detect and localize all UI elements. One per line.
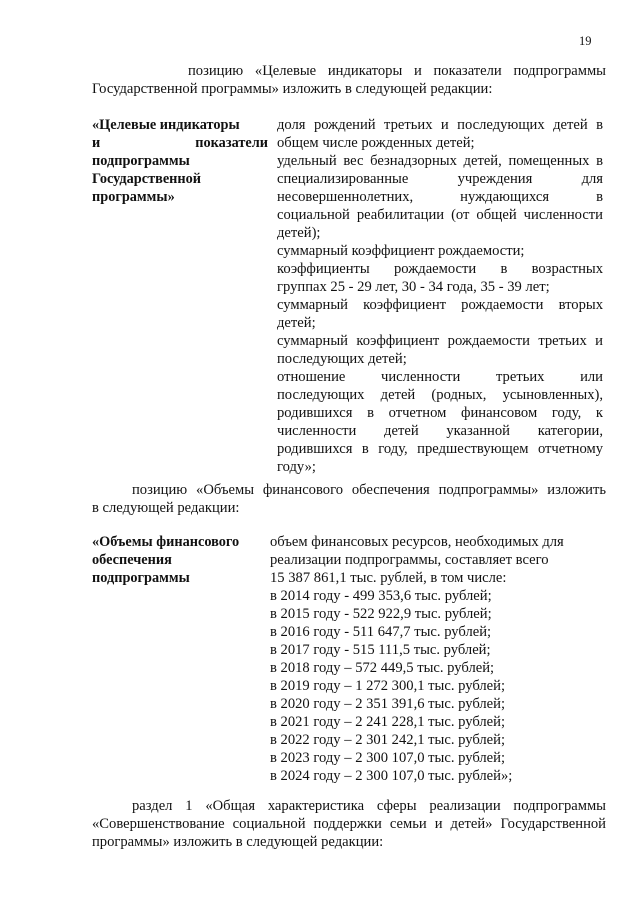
label-line: обеспечения xyxy=(92,552,172,568)
value-line: удельный вес безнадзорных детей, помещенных в xyxy=(277,153,603,169)
text-line: «Совершенствование социальной поддержки семьи и детей» Государственной xyxy=(92,816,606,832)
value-line: отношение численности третьих или xyxy=(277,369,603,385)
financing-volume-value xyxy=(270,533,596,785)
intro-paragraph-1 xyxy=(92,62,606,98)
financing-volume-label xyxy=(92,533,268,587)
value-line: последующих детей; xyxy=(277,351,407,367)
text-line: Государственной программы» изложить в следующей редакции: xyxy=(92,81,493,97)
label-line: программы» xyxy=(92,189,175,205)
value-line: в 2015 году - 522 922,9 тыс. рублей; xyxy=(270,606,492,622)
value-line: в 2021 году – 2 241 228,1 тыс. рублей; xyxy=(270,714,506,730)
value-line: в 2018 году – 572 449,5 тыс. рублей; xyxy=(270,660,495,676)
value-line: родившихся в отчетном финансовом году, к xyxy=(277,405,603,421)
label-line: подпрограммы xyxy=(92,153,190,169)
value-line: доля рождений третьих и последующих детей в xyxy=(277,117,603,133)
label-line: Государственной xyxy=(92,171,202,187)
page-number: 19 xyxy=(579,34,592,48)
value-line: в 2014 году - 499 353,6 тыс. рублей; xyxy=(270,588,492,604)
text-line: раздел 1 «Общая характеристика сферы реализации подпрограммы xyxy=(132,798,606,814)
intro-paragraph-2 xyxy=(92,481,606,517)
value-line: в 2017 году - 515 111,5 тыс. рублей; xyxy=(270,642,491,658)
value-line: в 2016 году - 511 647,7 тыс. рублей; xyxy=(270,624,492,640)
target-indicators-value xyxy=(277,116,603,476)
value-line: несовершеннолетних, нуждающихся в xyxy=(277,189,603,205)
outro-paragraph xyxy=(92,797,606,851)
text-line: в следующей редакции: xyxy=(92,500,240,516)
value-line: в 2024 году – 2 300 107,0 тыс. рублей»; xyxy=(270,768,513,784)
value-line: объем финансовых ресурсов, необходимых для xyxy=(270,534,564,550)
value-line: детей); xyxy=(277,225,321,241)
value-line: году»; xyxy=(277,459,316,475)
value-line: в 2023 году – 2 300 107,0 тыс. рублей; xyxy=(270,750,506,766)
value-line: родившихся в году, предшествующем отчетному xyxy=(277,441,603,457)
label-line: и показатели xyxy=(92,135,268,151)
value-line: суммарный коэффициент рождаемости; xyxy=(277,243,525,259)
value-line: в 2022 году – 2 301 242,1 тыс. рублей; xyxy=(270,732,506,748)
value-line: общем числе рожденных детей; xyxy=(277,135,475,151)
value-line: суммарный коэффициент рождаемости вторых xyxy=(277,297,603,313)
text-line: программы» изложить в следующей редакции: xyxy=(92,834,384,850)
value-line: последующих детей (родных, усыновленных), xyxy=(277,387,603,403)
value-line: 15 387 861,1 тыс. рублей, в том числе: xyxy=(270,570,507,586)
value-line: специализированные учреждения для xyxy=(277,171,603,187)
text-line: позицию «Объемы финансового обеспечения подпрограммы» изложить xyxy=(132,482,606,498)
value-line: численности детей указанной категории, xyxy=(277,423,603,439)
value-line: в 2020 году – 2 351 391,6 тыс. рублей; xyxy=(270,696,506,712)
value-line: социальной реабилитации (от общей численности xyxy=(277,207,603,223)
value-line: суммарный коэффициент рождаемости третьих и xyxy=(277,333,603,349)
value-line: реализации подпрограммы, составляет всего xyxy=(270,552,549,568)
label-line: «Целевые индикаторы xyxy=(92,117,240,133)
value-line: группах 25 - 29 лет, 30 - 34 года, 35 - 39 лет; xyxy=(277,279,550,295)
value-line: в 2019 году – 1 272 300,1 тыс. рублей; xyxy=(270,678,506,694)
label-line: «Объемы финансового xyxy=(92,534,240,550)
label-line: подпрограммы xyxy=(92,570,190,586)
target-indicators-label xyxy=(92,116,268,206)
value-line: детей; xyxy=(277,315,316,331)
value-line: коэффициенты рождаемости в возрастных xyxy=(277,261,603,277)
text-line: позицию «Целевые индикаторы и показатели подпрограммы xyxy=(188,63,606,79)
